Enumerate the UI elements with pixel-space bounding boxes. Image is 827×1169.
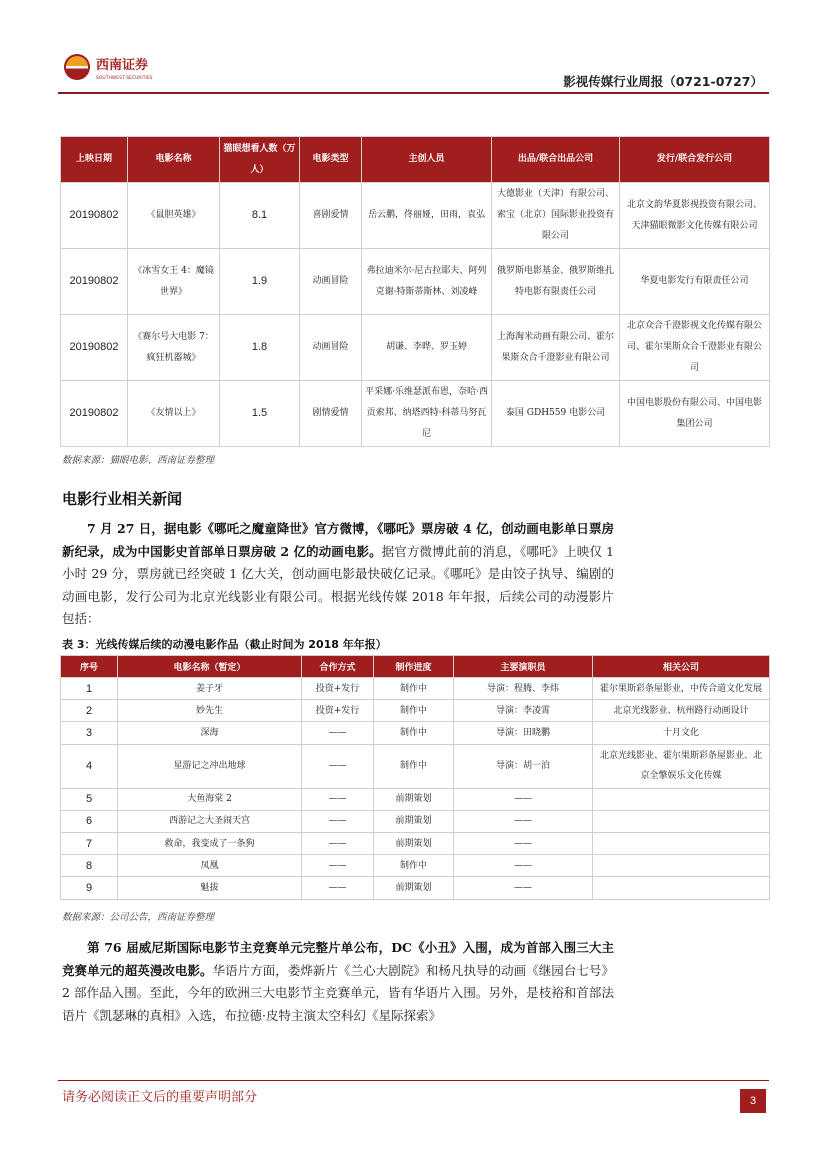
film-title-cell: 凤凰 [118, 855, 302, 877]
company-cell: 十月文化 [593, 722, 770, 744]
news-paragraph-2 [62, 937, 614, 1027]
cooperation-cell: 投资+发行 [302, 678, 374, 700]
crew-cell: 导演：李凌霄 [454, 700, 593, 722]
cooperation-cell: —— [302, 855, 374, 877]
news-1-highlight: 7 月 27 日，据电影《哪吒之魔童降世》官方微博，《哪吒》票房破 4 亿，创动画电影单日票房新纪录，成为中国影史首部单日票房破 2 亿的动画电影。 [62, 521, 614, 559]
column-header: 电影类型 [300, 137, 362, 183]
cast-cell: 胡谦、李晔、罗玉婷 [362, 315, 492, 381]
column-header: 相关公司 [593, 656, 770, 678]
svg-text:SOUTHWEST SECURITIES: SOUTHWEST SECURITIES [96, 76, 153, 81]
cooperation-cell: 投资+发行 [302, 700, 374, 722]
table-row [61, 855, 770, 877]
table-row [61, 678, 770, 700]
film-title-cell: 《鼠胆英雄》 [128, 183, 220, 249]
column-header: 发行/联合发行公司 [620, 137, 770, 183]
film-title-cell: 大鱼海棠 2 [118, 788, 302, 810]
progress-cell: 前期策划 [374, 788, 454, 810]
genre-cell: 剧情爱情 [300, 381, 362, 447]
film-title-cell: 星游记之冲出地球 [118, 744, 302, 788]
table-3-caption: 表 3：光线传媒后续的动漫电影作品（截止时间为 2018 年年报） [62, 638, 387, 651]
news-2-highlight: 第 76 届威尼斯国际电影节主竞赛单元完整片单公布，DC《小丑》入围，成为首部入围三大主竞赛单元的超英漫改电影。 [62, 940, 614, 978]
table-row [61, 183, 770, 249]
table-header-row [61, 656, 770, 678]
producer-cell: 俄罗斯电影基金、俄罗斯维扎特电影有限责任公司 [492, 249, 620, 315]
release-date-cell: 20190802 [61, 315, 128, 381]
column-header: 电影名称（暂定） [118, 656, 302, 678]
progress-cell: 制作中 [374, 744, 454, 788]
company-cell: 北京光线影业、杭州路行动画设计 [593, 700, 770, 722]
footer-disclaimer: 请务必阅读正文后的重要声明部分 [62, 1090, 258, 1105]
column-header: 合作方式 [302, 656, 374, 678]
table-row [61, 788, 770, 810]
table-row [61, 249, 770, 315]
cooperation-cell: —— [302, 877, 374, 899]
cooperation-cell: —— [302, 810, 374, 832]
crew-cell: —— [454, 877, 593, 899]
progress-cell: 前期策划 [374, 832, 454, 854]
table-1-source: 数据来源：猫眼电影、西南证券整理 [62, 455, 215, 466]
film-title-cell: 《友情以上》 [128, 381, 220, 447]
company-cell [593, 788, 770, 810]
progress-cell: 制作中 [374, 700, 454, 722]
genre-cell: 动画冒险 [300, 315, 362, 381]
index-cell: 6 [61, 810, 118, 832]
progress-cell: 制作中 [374, 855, 454, 877]
producer-cell: 泰国 GDH559 电影公司 [492, 381, 620, 447]
genre-cell: 喜剧爱情 [300, 183, 362, 249]
table-row [61, 722, 770, 744]
index-cell: 8 [61, 855, 118, 877]
company-cell [593, 855, 770, 877]
want-to-see-cell: 1.5 [220, 381, 300, 447]
progress-cell: 前期策划 [374, 810, 454, 832]
film-title-cell: 《冰雪女王 4：魔镜世界》 [128, 249, 220, 315]
producer-cell: 上海淘米动画有限公司、霍尔果斯众合千澄影业有限公司 [492, 315, 620, 381]
film-title-cell: 《赛尔号大电影 7：疯狂机器城》 [128, 315, 220, 381]
column-header: 电影名称 [128, 137, 220, 183]
cooperation-cell: —— [302, 832, 374, 854]
table-row [61, 810, 770, 832]
film-title-cell: 救命，我变成了一条狗 [118, 832, 302, 854]
news-2-body: 华语片方面，娄烨新片《兰心大剧院》和杨凡执导的动画《继园台七号》2 部作品入围。至此，今年的欧洲三大电影节主竞赛单元，皆有华语片入围。另外，是枝裕和首部法语片《凯瑟琳的真相》入选，布拉德·皮特主演太空科幻《星际探索》 [62, 962, 614, 1023]
release-date-cell: 20190802 [61, 249, 128, 315]
release-date-cell: 20190802 [61, 381, 128, 447]
progress-cell: 制作中 [374, 722, 454, 744]
cast-cell: 平采娜·乐维瑟派布恩，奈哈·西贡索邦、纳塔西特·科蒂马努瓦尼 [362, 381, 492, 447]
section-heading: 电影行业相关新闻 [62, 490, 183, 508]
column-header: 上映日期 [61, 137, 128, 183]
table-row [61, 877, 770, 899]
index-cell: 7 [61, 832, 118, 854]
table-row [61, 700, 770, 722]
table-3-source: 数据来源：公司公告，西南证券整理 [62, 912, 215, 923]
index-cell: 1 [61, 678, 118, 700]
table-row [61, 832, 770, 854]
genre-cell: 动画冒险 [300, 249, 362, 315]
distributor-cell: 北京文韵华夏影视投资有限公司、天津猫眼微影文化传媒有限公司 [620, 183, 770, 249]
distributor-cell: 中国电影股份有限公司、中国电影集团公司 [620, 381, 770, 447]
company-cell [593, 877, 770, 899]
film-title-cell: 妙先生 [118, 700, 302, 722]
want-to-see-cell: 8.1 [220, 183, 300, 249]
crew-cell: 导演：田晓鹏 [454, 722, 593, 744]
producer-cell: 大德影业（天津）有限公司、索宝（北京）国际影业投资有限公司 [492, 183, 620, 249]
report-title: 影视传媒行业周报（0721-0727） [563, 74, 763, 89]
svg-text:西南证券: 西南证券 [96, 58, 149, 73]
header-divider [58, 92, 769, 94]
company-cell: 北京光线影业、霍尔果斯彩条屋影业、北京全擎娱乐文化传媒 [593, 744, 770, 788]
cast-cell: 弗拉迪米尔·尼古拉耶夫、阿列克谢·特斯蒂斯林、刘凌峰 [362, 249, 492, 315]
film-title-cell: 魁拔 [118, 877, 302, 899]
film-title-cell: 深海 [118, 722, 302, 744]
footer-divider [58, 1080, 769, 1081]
page-number: 3 [740, 1089, 766, 1113]
crew-cell: —— [454, 788, 593, 810]
progress-cell: 前期策划 [374, 877, 454, 899]
company-cell [593, 810, 770, 832]
film-title-cell: 姜子牙 [118, 678, 302, 700]
animation-pipeline-table [60, 655, 770, 900]
company-cell: 霍尔果斯彩条屋影业，中传合道文化发展 [593, 678, 770, 700]
index-cell: 2 [61, 700, 118, 722]
index-cell: 5 [61, 788, 118, 810]
index-cell: 3 [61, 722, 118, 744]
index-cell: 4 [61, 744, 118, 788]
crew-cell: —— [454, 832, 593, 854]
cast-cell: 岳云鹏，佟丽娅，田雨，袁弘 [362, 183, 492, 249]
column-header: 制作进度 [374, 656, 454, 678]
column-header: 猫眼想看人数（万人） [220, 137, 300, 183]
column-header: 主创人员 [362, 137, 492, 183]
index-cell: 9 [61, 877, 118, 899]
crew-cell: 导演：胡一泊 [454, 744, 593, 788]
want-to-see-cell: 1.8 [220, 315, 300, 381]
news-paragraph-1 [62, 518, 614, 631]
film-release-table [60, 136, 770, 447]
table-row [61, 744, 770, 788]
crew-cell: —— [454, 855, 593, 877]
table-row [61, 381, 770, 447]
crew-cell: —— [454, 810, 593, 832]
cooperation-cell: —— [302, 722, 374, 744]
column-header: 主要演职员 [454, 656, 593, 678]
distributor-cell: 华夏电影发行有限责任公司 [620, 249, 770, 315]
table-row [61, 315, 770, 381]
crew-cell: 导演：程腾、李炜 [454, 678, 593, 700]
cooperation-cell: —— [302, 744, 374, 788]
want-to-see-cell: 1.9 [220, 249, 300, 315]
release-date-cell: 20190802 [61, 183, 128, 249]
cooperation-cell: —— [302, 788, 374, 810]
news-1-body: 据官方微博此前的消息，《哪吒》上映仅 1 小时 29 分，票房就已经突破 1 亿大关，创动画电影最快破亿记录。《哪吒》是由饺子执导、编剧的动画电影，发行公司为北京光线影业有限公司。根据光线传媒 2018 年年报，后续公司的动漫影片包括： [62, 543, 614, 626]
logo-mark-icon [62, 50, 172, 84]
table-header-row [61, 137, 770, 183]
company-logo [62, 50, 172, 84]
progress-cell: 制作中 [374, 678, 454, 700]
company-cell [593, 832, 770, 854]
film-title-cell: 西游记之大圣闹天宫 [118, 810, 302, 832]
column-header: 序号 [61, 656, 118, 678]
column-header: 出品/联合出品公司 [492, 137, 620, 183]
distributor-cell: 北京众合千澄影视文化传媒有限公司、霍尔果斯众合千澄影业有限公司 [620, 315, 770, 381]
